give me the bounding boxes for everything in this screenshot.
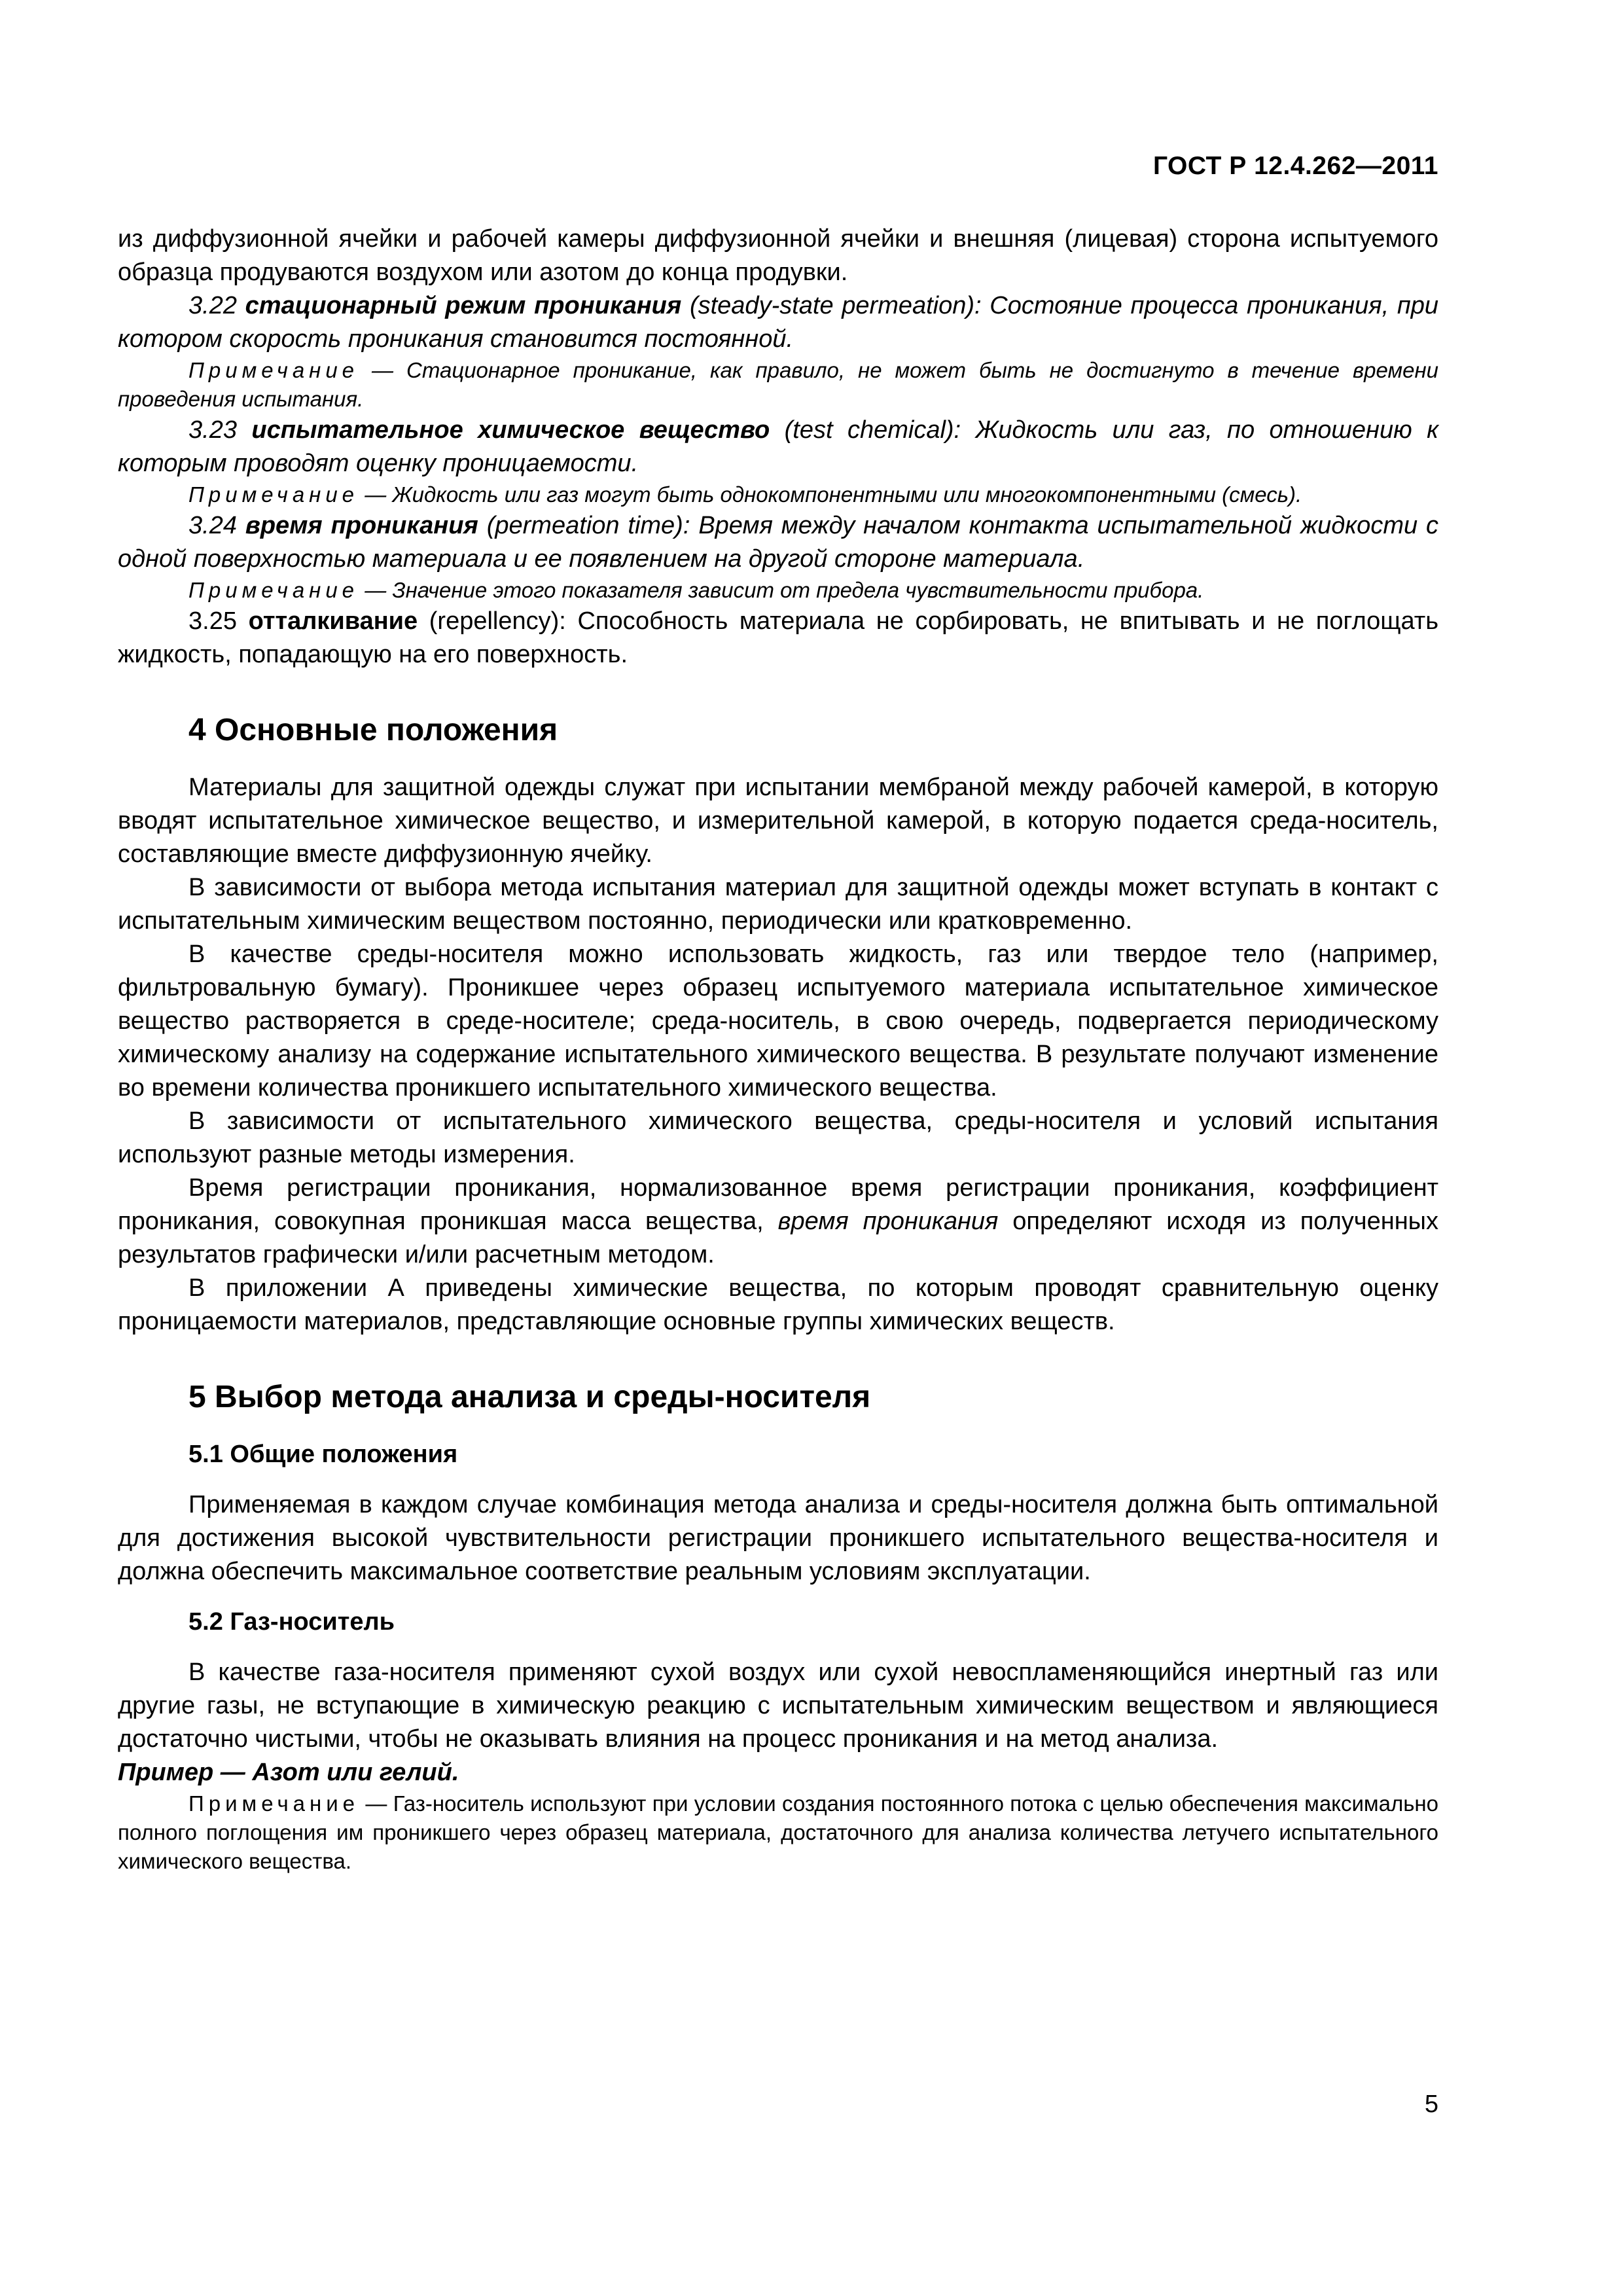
section-4-paragraph: Материалы для защитной одежды служат при испытании мембраной между рабочей камерой, в которую вводят испытательное химическое вещество, и измерительной камерой, в которую подается среда-носитель, составляющие вместе диффузионную ячейку. <box>118 774 1438 868</box>
note-text: — Значение этого показателя зависит от предела чувствительности прибора. <box>365 578 1204 602</box>
example-text: Пример — Азот или гелий. <box>118 1759 459 1786</box>
note-label: Примечание <box>188 482 359 507</box>
term-number: 3.22 <box>188 292 237 319</box>
term-definition: Состояние процесса проникания, при котором скорость проникания становится постоянной. <box>118 292 1438 353</box>
page-content <box>118 223 1438 1876</box>
term-number: 3.24 <box>188 512 237 539</box>
term-number: 3.23 <box>188 416 237 444</box>
note-label: Примечание <box>188 1791 360 1816</box>
document-code-header: ГОСТ Р 12.4.262—2011 <box>1152 152 1438 180</box>
subsection-5-2-heading: 5.2 Газ-носитель <box>188 1608 395 1636</box>
term-name: испытательное химическое вещество <box>251 416 770 444</box>
note-3-24 <box>118 576 1438 605</box>
term-english: (permeation time): <box>486 512 690 539</box>
note-3-22 <box>118 356 1438 414</box>
term-definition: Способность материала не сорбировать, не впитывать и не поглощать жидкость, попадающую на его поверхность. <box>118 607 1438 668</box>
note-text: — Жидкость или газ могут быть однокомпонентными или многокомпонентными (смесь). <box>365 482 1302 507</box>
note-5-2 <box>118 1789 1438 1876</box>
term-3-24 <box>118 509 1438 576</box>
section-4-paragraph: В зависимости от выбора метода испытания материал для защитной одежды может вступать в контакт с испытательным химическим веществом постоянно, периодически или кратковременно. <box>118 874 1438 935</box>
note-3-23 <box>118 480 1438 509</box>
section-5-heading: 5 Выбор метода анализа и среды-носителя <box>188 1380 871 1414</box>
note-text: — Стационарное проникание, как правило, не может быть не достигнуто в течение времени проведения испытания. <box>118 358 1438 411</box>
italic-term: время проникания <box>777 1208 999 1235</box>
page-number: 5 <box>1424 2090 1438 2118</box>
note-label: Примечание <box>188 578 359 602</box>
section-4-paragraph: В зависимости от испытательного химического вещества, среды-носителя и условий испытания используют разные методы измерения. <box>118 1107 1438 1168</box>
note-text: — Газ-носитель используют при условии создания постоянного потока с целью обеспечения максимально полного поглощения им проникшего через образец материала, достаточного для анализа количества летучего испытательного химического вещества. <box>118 1791 1438 1873</box>
subsection-5-1-heading: 5.1 Общие положения <box>188 1441 458 1468</box>
paragraph-text: Время регистрации проникания, нормализованное время регистрации проникания, коэффициент проникания, совокупная проникшая масса вещества, <box>118 1174 1438 1235</box>
term-english: (test chemical): <box>784 416 961 444</box>
subsection-5-1-text: Применяемая в каждом случае комбинация метода анализа и среды-носителя должна быть оптимальной для достижения высокой чувствительности регистрации проникшего испытательного вещества-носителя и должна обеспечить максимальное соответствие реальным условиям эксплуатации. <box>118 1491 1438 1585</box>
subsection-5-2-text: В качестве газа-носителя применяют сухой воздух или сухой невоспламеняющийся инертный газ или другие газы, не вступающие в химическую реакцию с испытательным химическим веществом и являющиеся достаточно чистыми, чтобы не оказывать влияния на процесс проникания и на метод анализа. <box>118 1659 1438 1753</box>
term-definition: Жидкость или газ, по отношению к которым проводят оценку проницаемости. <box>118 416 1439 477</box>
term-name: стационарный режим проникания <box>245 292 682 319</box>
term-number: 3.25 <box>188 607 237 635</box>
term-english: (repellency): <box>429 607 566 635</box>
term-3-25 <box>118 605 1438 672</box>
paragraph-text: определяют исходя из полученных результатов графически и/или расчетным методом. <box>118 1208 1438 1268</box>
section-4-paragraph: В качестве среды-носителя можно использовать жидкость, газ или твердое тело (например, фильтровальную бумагу). Проникшее через образец испытуемого материала испытательное химическое вещество растворяется в среде-носителе; среда-носитель, в свою очередь, подвергается периодическому химическому анализу на содержание испытательного химического вещества. В результате получают изменение во времени количества проникшего испытательного химического вещества. <box>118 941 1438 1102</box>
term-3-23 <box>118 414 1438 480</box>
paragraph-continued: из диффузионной ячейки и рабочей камеры диффузионной ячейки и внешняя (лицевая) сторона испытуемого образца продуваются воздухом или азотом до конца продувки. <box>118 225 1438 286</box>
term-name: отталкивание <box>248 607 418 635</box>
section-4-heading: 4 Основные положения <box>188 713 558 747</box>
term-3-22 <box>118 289 1438 356</box>
term-definition: Время между началом контакта испытательной жидкости с одной поверхностью материала и ее появлением на другой стороне материала. <box>118 512 1439 573</box>
note-label: Примечание <box>188 358 359 382</box>
term-english: (steady-state permeation): <box>689 292 982 319</box>
section-4-paragraph <box>118 1172 1438 1272</box>
section-4-paragraph: В приложении А приведены химические вещества, по которым проводят сравнительную оценку проницаемости материалов, представляющие основные группы химических веществ. <box>118 1274 1438 1335</box>
term-name: время проникания <box>245 512 478 539</box>
